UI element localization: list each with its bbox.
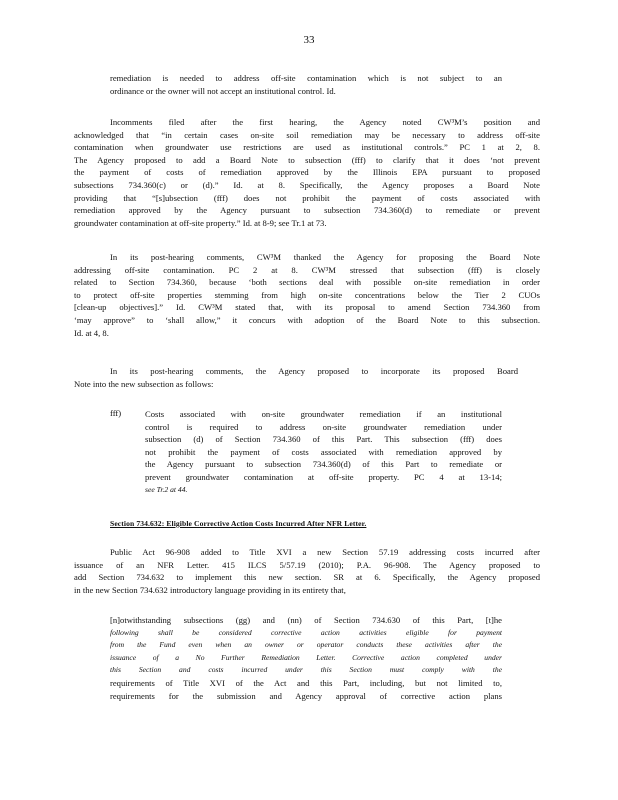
paragraph-agency-proposal bbox=[74, 365, 518, 390]
text-line: requirements for the submission and Agency approval of corrective action plans bbox=[110, 690, 502, 701]
text-line: addressing off-site contamination. PC 2 at 8. CW³M stressed that subsection (fff) is closely bbox=[74, 264, 540, 275]
text-line: issuance of an NFR Letter. 415 ILCS 5/57.19 (2010); P.A. 96-908. The Agency proposed to bbox=[74, 559, 540, 570]
text-line: groundwater contamination at off-site property.” Id. at 8-9; see Tr.1 at 73. bbox=[74, 217, 327, 228]
text-line: In its post-hearing comments, CW³M thanked the Agency for proposing the Board Note bbox=[110, 252, 540, 262]
text-line: remediation approved by the Agency pursuant to subsection 734.360(d) to remediate or prevent bbox=[74, 205, 540, 216]
text-line: related to Section 734.360, because ‘both sections deal with possible on-site remediation in order bbox=[74, 277, 540, 288]
text-line: Costs associated with on-site groundwater remediation if an institutional bbox=[145, 409, 502, 419]
text-line: subsection (d) of Section 734.360 of this Part. This subsection (fff) does bbox=[145, 434, 502, 445]
text-line: in the new Section 734.632 introductory language providing in its entirety that, bbox=[74, 584, 346, 595]
text-line: Public Act 96-908 added to Title XVI a new Section 57.19 addressing costs incurred after bbox=[110, 547, 540, 557]
subsection-label: fff) bbox=[110, 408, 122, 418]
text-line: not prohibit the payment of costs associated with remediation approved by bbox=[145, 446, 502, 457]
text-line: the payment of costs of remediation approved by the Illinois EPA pursuant to proposed bbox=[74, 167, 540, 178]
block-quote-fff bbox=[145, 408, 502, 496]
text-line: remediation is needed to address off-site contamination which is not subject to an bbox=[110, 73, 502, 83]
paragraph-continuation bbox=[110, 72, 502, 97]
text-line: The Agency proposed to add a Board Note to subsection (fff) to clarify that it does ‘not prevent bbox=[74, 154, 540, 165]
block-quote-734632 bbox=[110, 614, 502, 702]
text-line: contamination when groundwater use restrictions are used as institutional controls.” PC 1 at 2, 8. bbox=[74, 142, 540, 153]
text-line: following shall be considered corrective action activities eligible for payment bbox=[110, 627, 502, 637]
text-line: acknowledged that “in certain cases on-site soil remediation may be necessary to address off-site bbox=[74, 129, 540, 140]
text-line: In its post-hearing comments, the Agency proposed to incorporate its proposed Board bbox=[110, 366, 518, 376]
text-line: subsections 734.360(c) or (d).” Id. at 8. Specifically, the Agency proposes a Board Note bbox=[74, 179, 540, 190]
text-line: add Section 734.632 to implement this new section. SR at 6. Specifically, the Agency proposed bbox=[74, 572, 540, 583]
text-line: ‘may approve” to ‘shall allow,” it concurs with adoption of the Board Note to this subsection. bbox=[74, 314, 540, 325]
text-line: [n]otwithstanding subsections (gg) and (nn) of Section 734.630 of this Part, [t]he bbox=[110, 615, 502, 625]
text-line: issuance of a No Further Remediation Letter. Corrective action completed under bbox=[110, 652, 502, 662]
text-line: from the Fund even when an owner or operator conducts these activities after the bbox=[110, 640, 502, 650]
text-line: Incomments filed after the first hearing, the Agency noted CW³M’s position and bbox=[110, 117, 540, 127]
text-line: control is required to address on-site groundwater remediation under bbox=[145, 421, 502, 432]
text-line: Note into the new subsection as follows: bbox=[74, 378, 214, 389]
text-line: Id. at 4, 8. bbox=[74, 327, 109, 338]
text-line: this Section and costs incurred under this Section must comply with the bbox=[110, 665, 502, 675]
text-line: requirements of Title XVI of the Act and this Part, including, but not limited to, bbox=[110, 677, 502, 688]
text-line: ordinance or the owner will not accept an institutional control. Id. bbox=[110, 85, 336, 96]
text-line: prevent groundwater contamination at off-site property. PC 4 at 13-14; bbox=[145, 471, 502, 482]
text-line: the Agency pursuant to subsection 734.360(d) of this Part to remediate or bbox=[145, 459, 502, 470]
text-line: providing that “[s]ubsection (fff) does not prohibit the payment of costs associated with bbox=[74, 192, 540, 203]
section-heading: Section 734.632: Eligible Corrective Action Costs Incurred After NFR Letter. bbox=[110, 519, 367, 528]
text-line: [clean-up objectives].” Id. CW³M stated that, with its proposal to amend Section 734.360 from bbox=[74, 302, 540, 313]
paragraph-agency-comments bbox=[74, 116, 540, 229]
paragraph-cw3m-comments bbox=[74, 251, 540, 339]
paragraph-public-act bbox=[74, 546, 540, 596]
text-line: see Tr.2 at 44. bbox=[145, 484, 188, 494]
text-line: to protect off-site properties stemming from high on-site concentrations below the Tier 2 CUOs bbox=[74, 289, 540, 300]
page-number: 33 bbox=[303, 34, 315, 46]
